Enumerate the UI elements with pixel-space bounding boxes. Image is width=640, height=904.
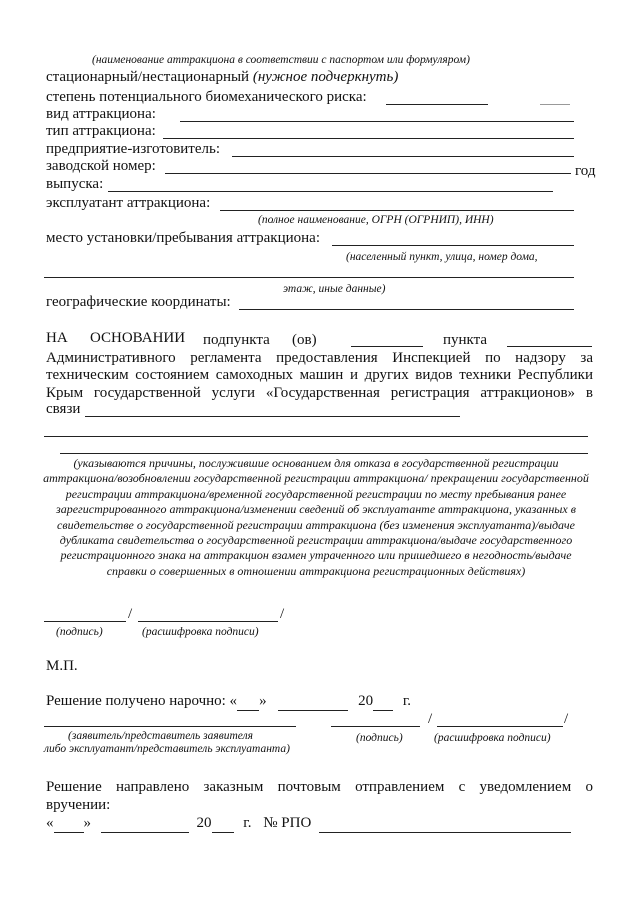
signature-field[interactable] xyxy=(44,621,126,622)
signature-slash-end: / xyxy=(280,606,285,622)
paragraph-field[interactable] xyxy=(507,346,592,347)
model-field[interactable] xyxy=(163,138,574,139)
stamp-place: М.П. xyxy=(46,658,78,674)
basis-line3 xyxy=(46,367,593,384)
year-label-b: выпуска: xyxy=(46,176,104,192)
received-year-field[interactable] xyxy=(373,693,393,711)
operator-label: эксплуатант аттракциона: xyxy=(46,195,211,211)
basis-line2-text: Административного регламента предоставления Инспекцией по надзору за xyxy=(46,350,593,366)
location-label: место установки/пребывания аттракциона: xyxy=(46,230,320,246)
received-row xyxy=(46,693,411,711)
stationary-hint: (нужное подчеркнуть) xyxy=(252,69,399,85)
reason-field-2[interactable] xyxy=(44,436,588,437)
signature-slash: / xyxy=(128,606,133,622)
basis-w4: (ов) xyxy=(292,332,317,348)
location-field-2[interactable] xyxy=(44,277,574,278)
mailed-open-quote: « xyxy=(46,815,54,831)
coords-field[interactable] xyxy=(239,309,574,310)
year-label-a: год xyxy=(575,163,596,179)
basis-line3-text: техническим состоянием самоходных машин и других видов техники Республики xyxy=(46,367,593,383)
stationary-label: стационарный/нестационарный xyxy=(46,69,250,85)
applicant-slash: / xyxy=(428,711,433,727)
signature-decode-field[interactable] xyxy=(138,621,278,622)
mailed-word: почтовым xyxy=(277,779,341,795)
signature-decode-hint: (расшифровка подписи) xyxy=(142,626,259,638)
operator-field[interactable] xyxy=(220,210,574,211)
risk-label: степень потенциального биомеханического риска: xyxy=(46,89,367,105)
signature-hint: (подпись) xyxy=(56,626,103,638)
mailed-word: Решение xyxy=(46,779,102,795)
mailed-word: заказным xyxy=(203,779,264,795)
location-hint: (населенный пункт, улица, номер дома, xyxy=(346,251,538,263)
rpo-label: № РПО xyxy=(263,815,312,831)
received-year-prefix: 20 xyxy=(358,693,374,709)
serial-label: заводской номер: xyxy=(46,158,156,174)
basis-w2: ОСНОВАНИИ xyxy=(90,330,186,346)
mailed-day-field[interactable] xyxy=(54,815,84,833)
applicant-signature-field[interactable] xyxy=(331,726,420,727)
rpo-field[interactable] xyxy=(319,815,571,833)
mailed-word: уведомлением xyxy=(479,779,572,795)
operator-hint: (полное наименование, ОГРН (ОГРНИП), ИНН) xyxy=(258,214,494,226)
risk-field[interactable] xyxy=(386,104,488,105)
type-label: вид аттракциона: xyxy=(46,106,156,122)
reasons-note: (указываются причины, послужившие основанием для отказа в государственной регистрации аттракциона/возобновлении государственной регистрации аттракциона/ прекращении государственной регистрации аттракциона/временной государственной регистрации по месту пребывания ранее зарегистрированного аттракциона/изменении сведений об эксплуатанте аттракциона, указанных в свидетельстве о государственной регистрации аттракциона (без изменения эксплуатанта)/выдаче дубликата свидетельства о государственной регистрации аттракциона/выдаче государственного регистрационного знака на аттракцион взамен утраченного или пришедшего в негодность/выдаче справки о совершенных в отношении аттракциона регистрационных действиях) xyxy=(43,456,589,578)
applicant-field[interactable] xyxy=(44,726,296,727)
mailed-word: отправлением xyxy=(355,779,445,795)
received-day-field[interactable] xyxy=(237,693,259,711)
mailed-year-prefix: 20 xyxy=(196,815,212,831)
received-close-quote: » xyxy=(259,693,267,709)
applicant-slash-end: / xyxy=(564,711,569,727)
mailed-close-quote: » xyxy=(83,815,91,831)
subparagraph-field[interactable] xyxy=(351,346,423,347)
location-field[interactable] xyxy=(332,245,574,246)
basis-line4 xyxy=(46,385,593,402)
mailed-word: с xyxy=(458,779,466,795)
header-note: (наименование аттракциона в соответствии с паспортом или формуляром) xyxy=(92,54,470,66)
reason-field-3[interactable] xyxy=(60,453,588,454)
received-label: Решение получено нарочно: « xyxy=(46,693,238,709)
basis-line2 xyxy=(46,350,593,367)
mailed-line1 xyxy=(46,779,593,796)
applicant-hint-2: либо эксплуатант/представитель эксплуатанта) xyxy=(44,743,290,755)
year-field[interactable] xyxy=(108,191,553,192)
mailed-year-suffix: г. xyxy=(243,815,252,831)
received-year-suffix: г. xyxy=(402,693,412,709)
mailed-word: направлено xyxy=(116,779,190,795)
mailed-month-field[interactable] xyxy=(101,815,189,833)
risk-field-tail xyxy=(540,104,570,105)
manufacturer-label: предприятие-изготовитель: xyxy=(46,141,221,157)
basis-w5: пункта xyxy=(443,332,488,348)
coords-label: географические координаты: xyxy=(46,294,231,310)
applicant-signature-hint: (подпись) xyxy=(356,732,403,744)
basis-line5: связи xyxy=(46,401,81,417)
type-field[interactable] xyxy=(180,121,574,122)
reason-field-1[interactable] xyxy=(85,416,460,417)
basis-line4-text: Крым государственной услуги «Государственная регистрация аттракционов» в xyxy=(46,385,593,401)
applicant-decode-hint: (расшифровка подписи) xyxy=(434,732,551,744)
location-hint-2: этаж, иные данные) xyxy=(283,283,386,295)
received-month-field[interactable] xyxy=(278,693,348,711)
applicant-decode-field[interactable] xyxy=(437,726,563,727)
applicant-hint-1: (заявитель/представитель заявителя xyxy=(68,730,253,742)
basis-w3: подпункта xyxy=(203,332,270,348)
mailed-year-field[interactable] xyxy=(212,815,234,833)
stationary-row xyxy=(46,69,398,86)
mailed-line2: вручении: xyxy=(46,797,111,813)
model-label: тип аттракциона: xyxy=(46,123,156,139)
serial-field[interactable] xyxy=(165,173,571,174)
basis-w1: НА xyxy=(46,330,68,346)
manufacturer-field[interactable] xyxy=(232,156,574,157)
mailed-date-row xyxy=(46,815,571,833)
mailed-word: о xyxy=(585,779,593,795)
